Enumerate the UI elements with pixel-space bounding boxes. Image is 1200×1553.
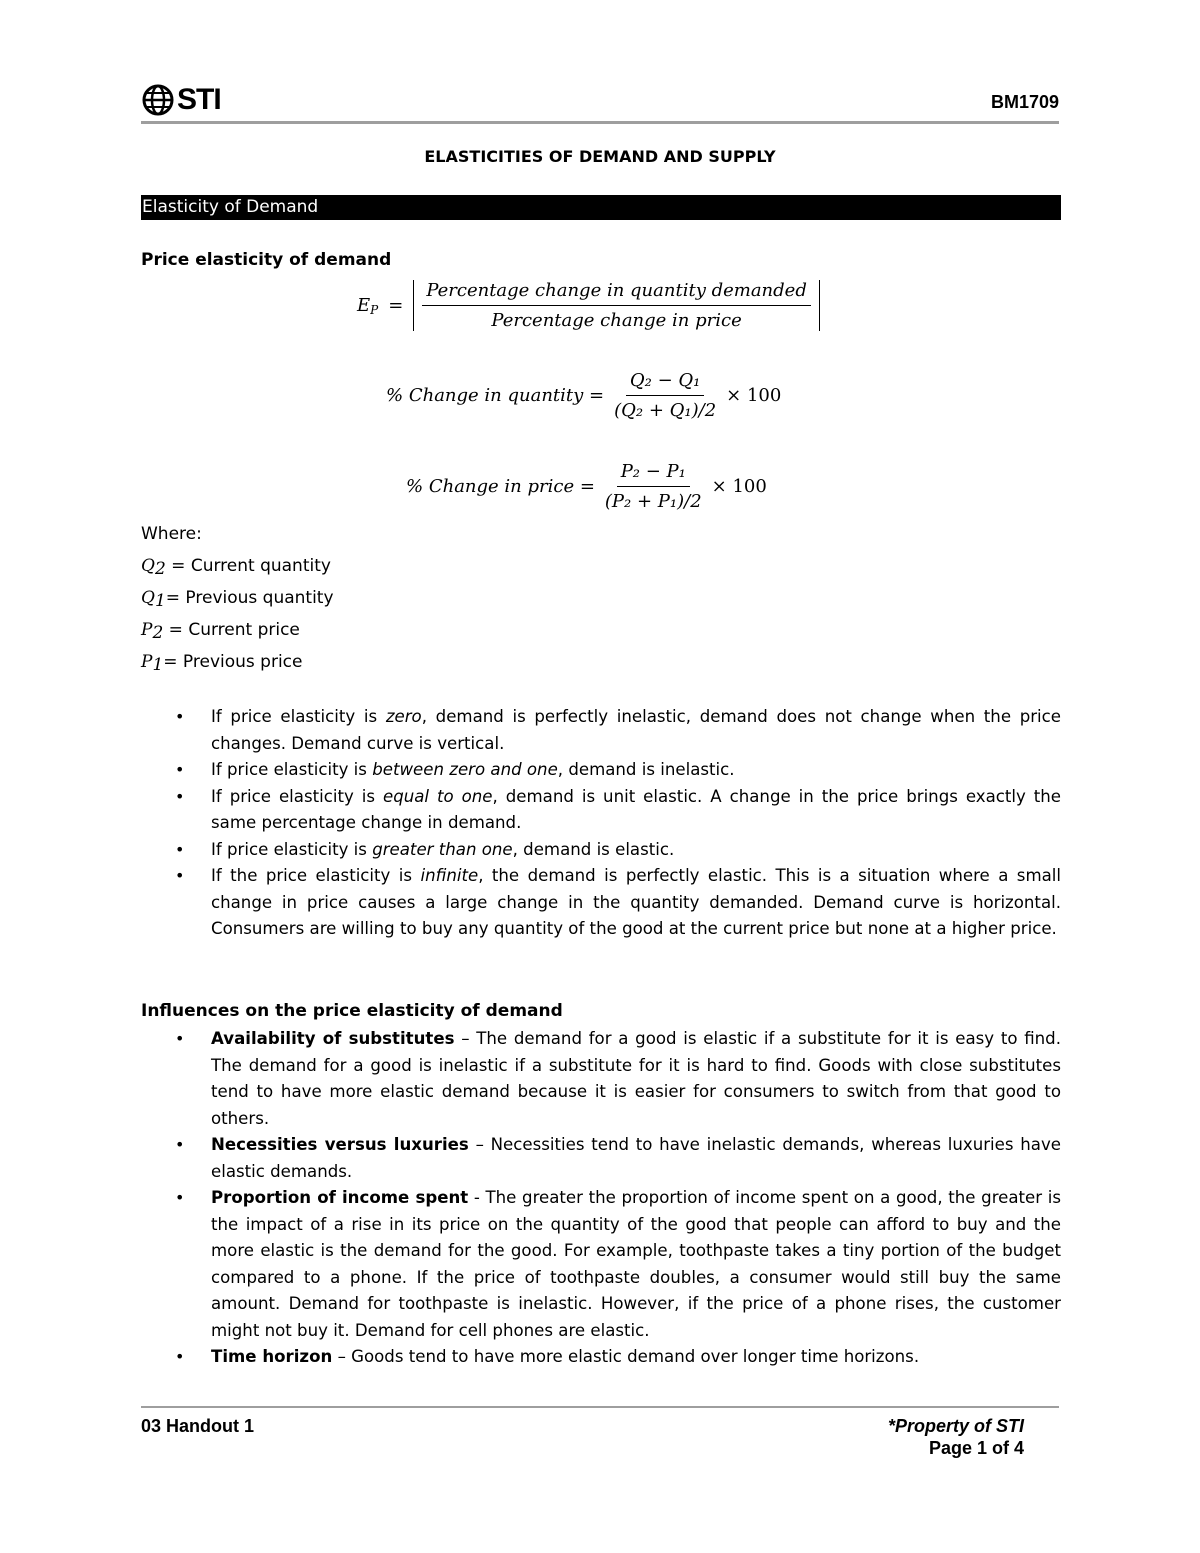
list-item: • If price elasticity is between zero and one, demand is inelastic. (175, 760, 735, 779)
ep-abs-fraction (413, 280, 820, 331)
elasticity-bullet-list (141, 704, 1061, 943)
page-header (141, 80, 1059, 122)
list-item: • Availability of substitutes – The demand for a good is elastic if a substitute for it is easy to find. The demand for a good is inelastic if a substitute for it is hard to find. Goods with close substitutes tend to have more elastic demand because it is easier for consumers to switch from that good to others. (175, 1029, 1061, 1128)
p-multiplier: × 100 (711, 476, 767, 497)
where-label: Where: (141, 524, 202, 544)
q-denominator: (Q₂ + Q₁)/2 (614, 400, 717, 421)
ep-numerator: Percentage change in quantity demanded (422, 280, 811, 306)
price-change-formula (406, 461, 767, 512)
globe-icon (141, 83, 175, 117)
logo-text: STI (177, 83, 221, 116)
quantity-change-formula (386, 370, 781, 421)
ep-lhs: $E_P$ (357, 294, 379, 317)
p-lhs: % Change in price = (406, 476, 595, 497)
list-item: • Necessities versus luxuries – Necessities tend to have inelastic demands, whereas luxuries have elastic demands. (175, 1135, 1061, 1181)
list-item: • Time horizon – Goods tend to have more elastic demand over longer time horizons. (175, 1347, 920, 1366)
var-definition: $Q_2$ = Current quantity (141, 556, 331, 579)
sti-logo (141, 82, 221, 118)
p-numerator: P₂ − P₁ (617, 461, 690, 487)
price-elasticity-heading: Price elasticity of demand (141, 250, 392, 270)
p-denominator: (P₂ + P₁)/2 (604, 491, 702, 512)
var-definition: $Q_1=$ Previous quantity (141, 588, 334, 611)
document-title: ELASTICITIES OF DEMAND AND SUPPLY (424, 147, 776, 166)
list-item: • If price elasticity is equal to one, demand is unit elastic. A change in the price brings exactly the same percentage change in demand. (175, 786, 1062, 832)
header-divider (141, 121, 1059, 124)
list-item: • If the price elasticity is infinite, the demand is perfectly elastic. This is a situation where a small change in price causes a large change in the quantity demanded. Demand curve is horizontal. Consumers are willing to buy any quantity of the good at the current price but none at a higher price. (175, 866, 1061, 938)
section-heading-bar: Elasticity of Demand (141, 195, 1061, 220)
property-notice: *Property of STI (887, 1416, 1024, 1436)
q-lhs: % Change in quantity = (386, 385, 605, 406)
footer-divider (141, 1406, 1059, 1408)
list-item: • If price elasticity is zero, demand is perfectly inelastic, demand does not change when the price changes. Demand curve is vertical. (175, 707, 1061, 753)
q-numerator: Q₂ − Q₁ (626, 370, 704, 396)
influences-bullet-list (141, 1026, 1061, 1371)
var-definition: $P_1=$ Previous price (141, 652, 303, 675)
ep-denominator: Percentage change in price (491, 310, 742, 331)
influences-heading: Influences on the price elasticity of demand (141, 1001, 563, 1021)
var-definition: $P_2$ = Current price (141, 620, 300, 643)
page-number: Page 1 of 4 (928, 1438, 1024, 1458)
list-item: • Proportion of income spent - The greater the proportion of income spent on a good, the greater is the impact of a rise in its price on the quantity of the good that people can afford to buy and the more elastic is the demand for the good. For example, toothpaste takes a tiny portion of the budget compared to a phone. If the price of toothpaste doubles, a consumer would still buy the same amount. Demand for toothpaste is inelastic. However, if the price of a phone rises, the customer might not buy it. Demand for cell phones are elastic. (175, 1188, 1061, 1340)
list-item: • If price elasticity is greater than one, demand is elastic. (175, 839, 675, 859)
ep-formula: $E_P$ = $\frac{\text{Percentage change in quantity demanded}}{\text{Percentage change in price}}$ (357, 280, 820, 331)
document-code: BM1709 (990, 92, 1059, 112)
q-multiplier: × 100 (726, 385, 782, 406)
handout-label: 03 Handout 1 (141, 1416, 255, 1436)
